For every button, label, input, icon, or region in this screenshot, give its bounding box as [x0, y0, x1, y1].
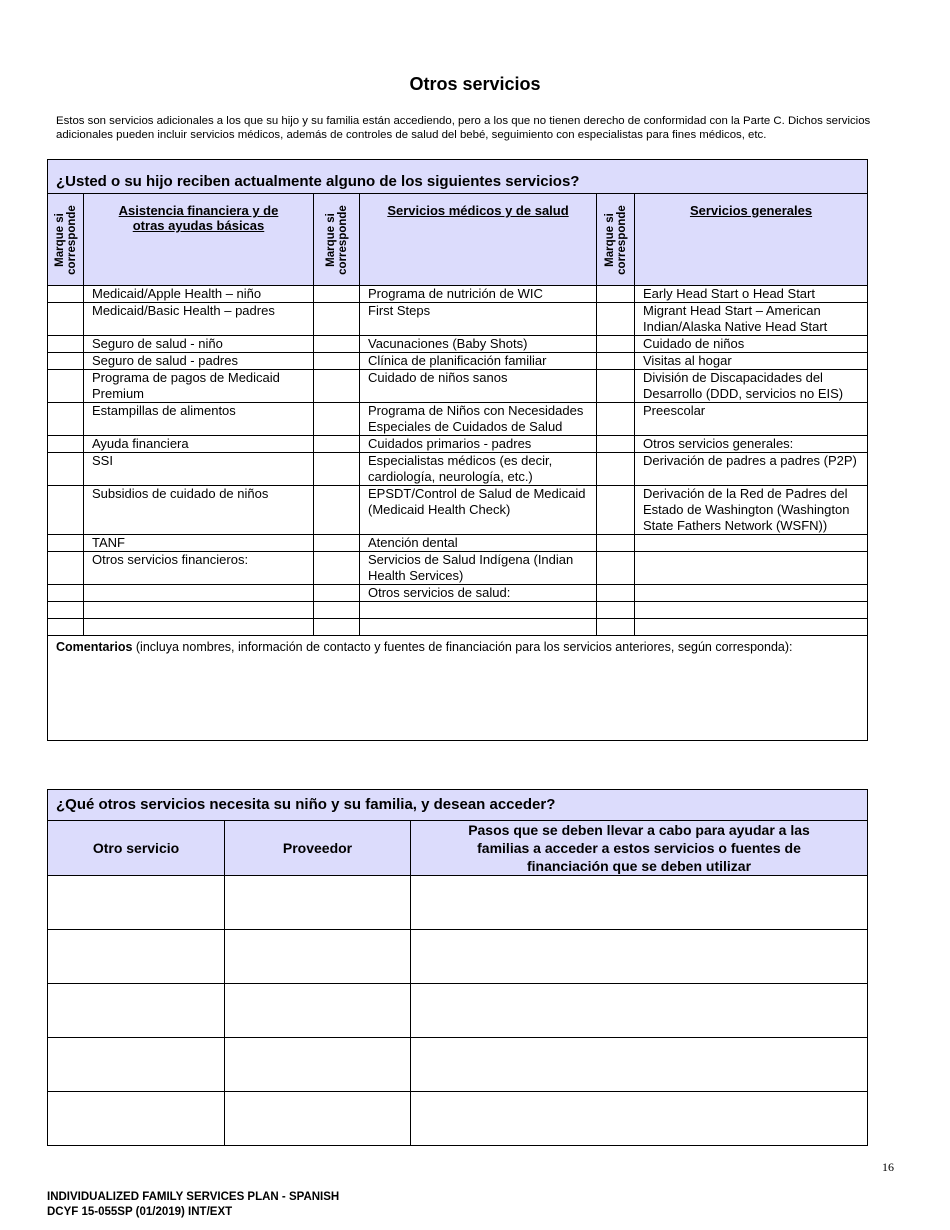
medical-service-cell: Otros servicios de salud:	[360, 585, 597, 602]
other-service-cell[interactable]	[48, 1092, 225, 1146]
provider-cell[interactable]	[225, 984, 411, 1038]
column-header-row	[48, 194, 868, 286]
provider-column-header: Proveedor	[225, 821, 411, 876]
table-row	[48, 1038, 868, 1092]
check-medical-cell[interactable]	[314, 336, 360, 353]
page-number: 16	[882, 1160, 894, 1174]
footer-form-title: INDIVIDUALIZED FAMILY SERVICES PLAN - SPANISH	[47, 1191, 340, 1203]
check-general-cell[interactable]	[597, 303, 635, 336]
check-medical-cell[interactable]	[314, 303, 360, 336]
financial-service-cell	[84, 602, 314, 619]
general-service-cell: Otros servicios generales:	[635, 436, 868, 453]
general-service-cell	[635, 535, 868, 552]
check-medical-cell[interactable]	[314, 286, 360, 303]
medical-column-header: Servicios médicos y de salud	[360, 194, 597, 286]
medical-service-cell: Clínica de planificación familiar	[360, 353, 597, 370]
page-title: Otros servicios	[409, 74, 541, 94]
check-financial-cell[interactable]	[48, 336, 84, 353]
general-service-cell: División de Discapacidades del Desarrollo (DDD, servicios no EIS)	[635, 370, 868, 403]
table-row	[48, 984, 868, 1038]
check-financial-cell[interactable]	[48, 303, 84, 336]
general-service-cell: Preescolar	[635, 403, 868, 436]
financial-service-cell: Medicaid/Basic Health – padres	[84, 303, 314, 336]
intro-text: Estos son servicios adicionales a los que su hijo y su familia están accediendo, pero a los que no tienen derecho de conformidad con la Parte C. Dichos servicios adicionales pueden incluir servicios médicos, además de controles de salud del bebé, seguimiento con especialistas para fines médicos, etc.	[56, 115, 871, 141]
needed-services-table	[47, 789, 868, 1146]
medical-service-cell: Cuidados primarios - padres	[360, 436, 597, 453]
provider-cell[interactable]	[225, 876, 411, 930]
medical-service-cell: First Steps	[360, 303, 597, 336]
service-row	[48, 585, 868, 602]
service-row	[48, 602, 868, 619]
check-general-cell[interactable]	[597, 453, 635, 486]
general-service-cell	[635, 619, 868, 636]
other-service-column-header: Otro servicio	[48, 821, 225, 876]
steps-cell[interactable]	[411, 984, 868, 1038]
financial-service-cell: SSI	[84, 453, 314, 486]
provider-cell[interactable]	[225, 1038, 411, 1092]
check-financial-cell[interactable]	[48, 286, 84, 303]
current-services-question: ¿Usted o su hijo reciben actualmente alguno de los siguientes servicios?	[48, 160, 868, 194]
form-footer	[47, 1190, 339, 1220]
comments-box[interactable]	[48, 636, 868, 741]
check-general-cell[interactable]	[597, 535, 635, 552]
general-service-cell: Visitas al hogar	[635, 353, 868, 370]
service-row	[48, 303, 868, 336]
service-row	[48, 552, 868, 585]
financial-service-cell: Seguro de salud - niño	[84, 336, 314, 353]
current-services-table	[47, 159, 868, 741]
check-financial-cell[interactable]	[48, 453, 84, 486]
check-medical-cell[interactable]	[314, 552, 360, 585]
general-service-cell: Derivación de la Red de Padres del Estado de Washington (Washington State Fathers Network (WSFN))	[635, 486, 868, 535]
general-service-cell	[635, 585, 868, 602]
service-row	[48, 486, 868, 535]
financial-service-cell: Programa de pagos de Medicaid Premium	[84, 370, 314, 403]
general-column-header: Servicios generales	[635, 194, 868, 286]
check-general-cell[interactable]	[597, 353, 635, 370]
check-medical-cell[interactable]	[314, 403, 360, 436]
medical-service-cell: Programa de Niños con Necesidades Especiales de Cuidados de Salud	[360, 403, 597, 436]
table-row	[48, 930, 868, 984]
check-financial-cell[interactable]	[48, 370, 84, 403]
check-medical-cell[interactable]	[314, 370, 360, 403]
financial-service-cell: Ayuda financiera	[84, 436, 314, 453]
check-medical-cell[interactable]	[314, 436, 360, 453]
check-general-cell[interactable]	[597, 403, 635, 436]
other-service-cell[interactable]	[48, 984, 225, 1038]
service-row	[48, 370, 868, 403]
financial-service-cell: Subsidios de cuidado de niños	[84, 486, 314, 535]
medical-service-cell: Atención dental	[360, 535, 597, 552]
steps-cell[interactable]	[411, 930, 868, 984]
check-general-cell[interactable]	[597, 585, 635, 602]
check-medical-cell[interactable]	[314, 453, 360, 486]
check-financial-cell[interactable]	[48, 619, 84, 636]
service-row	[48, 353, 868, 370]
comments-label: Comentarios	[56, 640, 133, 654]
general-service-cell	[635, 602, 868, 619]
service-row	[48, 336, 868, 353]
service-row	[48, 535, 868, 552]
financial-service-cell	[84, 619, 314, 636]
general-service-cell	[635, 552, 868, 585]
general-service-cell: Derivación de padres a padres (P2P)	[635, 453, 868, 486]
financial-service-cell: Seguro de salud - padres	[84, 353, 314, 370]
medical-service-cell: Servicios de Salud Indígena (Indian Health Services)	[360, 552, 597, 585]
check-general-cell[interactable]	[597, 602, 635, 619]
check-column-header: Marque si corresponde	[597, 194, 635, 286]
financial-column-header: Asistencia financiera y de otras ayudas básicas	[84, 194, 314, 286]
check-financial-cell[interactable]	[48, 552, 84, 585]
check-financial-cell[interactable]	[48, 602, 84, 619]
needed-services-question: ¿Qué otros servicios necesita su niño y su familia, y desean acceder?	[48, 790, 868, 821]
financial-service-cell: Medicaid/Apple Health – niño	[84, 286, 314, 303]
check-financial-cell[interactable]	[48, 585, 84, 602]
check-general-cell[interactable]	[597, 286, 635, 303]
steps-cell[interactable]	[411, 1038, 868, 1092]
medical-service-cell: EPSDT/Control de Salud de Medicaid (Medicaid Health Check)	[360, 486, 597, 535]
medical-service-cell: Cuidado de niños sanos	[360, 370, 597, 403]
financial-service-cell: Otros servicios financieros:	[84, 552, 314, 585]
check-medical-cell[interactable]	[314, 585, 360, 602]
financial-service-cell: Estampillas de alimentos	[84, 403, 314, 436]
check-medical-cell[interactable]	[314, 353, 360, 370]
check-general-cell[interactable]	[597, 486, 635, 535]
check-column-header: Marque si corresponde	[314, 194, 360, 286]
check-financial-cell[interactable]	[48, 353, 84, 370]
check-general-cell[interactable]	[597, 370, 635, 403]
medical-service-cell	[360, 602, 597, 619]
table-row	[48, 876, 868, 930]
medical-service-cell: Vacunaciones (Baby Shots)	[360, 336, 597, 353]
check-general-cell[interactable]	[597, 552, 635, 585]
check-general-cell[interactable]	[597, 336, 635, 353]
general-service-cell: Migrant Head Start – American Indian/Alaska Native Head Start	[635, 303, 868, 336]
medical-service-cell: Programa de nutrición de WIC	[360, 286, 597, 303]
other-service-cell[interactable]	[48, 930, 225, 984]
check-financial-cell[interactable]	[48, 486, 84, 535]
financial-service-cell: TANF	[84, 535, 314, 552]
medical-service-cell	[360, 619, 597, 636]
table-row	[48, 1092, 868, 1146]
check-medical-cell[interactable]	[314, 486, 360, 535]
medical-service-cell: Especialistas médicos (es decir, cardiología, neurología, etc.)	[360, 453, 597, 486]
check-medical-cell[interactable]	[314, 535, 360, 552]
general-service-cell: Cuidado de niños	[635, 336, 868, 353]
service-row	[48, 619, 868, 636]
comments-hint: (incluya nombres, información de contacto y fuentes de financiación para los servicios anteriores, según corresponda):	[132, 640, 793, 654]
check-column-header: Marque si corresponde	[48, 194, 84, 286]
other-service-cell[interactable]	[48, 876, 225, 930]
check-medical-cell[interactable]	[314, 602, 360, 619]
check-general-cell[interactable]	[597, 619, 635, 636]
service-row	[48, 286, 868, 303]
financial-service-cell	[84, 585, 314, 602]
steps-cell[interactable]	[411, 1092, 868, 1146]
general-service-cell: Early Head Start o Head Start	[635, 286, 868, 303]
steps-cell[interactable]	[411, 876, 868, 930]
provider-cell[interactable]	[225, 1092, 411, 1146]
check-financial-cell[interactable]	[48, 403, 84, 436]
check-medical-cell[interactable]	[314, 619, 360, 636]
steps-column-header: Pasos que se deben llevar a cabo para ayudar a las familias a acceder a estos servicios o fuentes de financiación que se deben utilizar	[411, 821, 868, 876]
provider-cell[interactable]	[225, 930, 411, 984]
check-financial-cell[interactable]	[48, 436, 84, 453]
other-service-cell[interactable]	[48, 1038, 225, 1092]
check-financial-cell[interactable]	[48, 535, 84, 552]
service-row	[48, 453, 868, 486]
check-general-cell[interactable]	[597, 436, 635, 453]
service-row	[48, 436, 868, 453]
footer-form-code: DCYF 15-055SP (01/2019) INT/EXT	[47, 1206, 233, 1218]
service-row	[48, 403, 868, 436]
